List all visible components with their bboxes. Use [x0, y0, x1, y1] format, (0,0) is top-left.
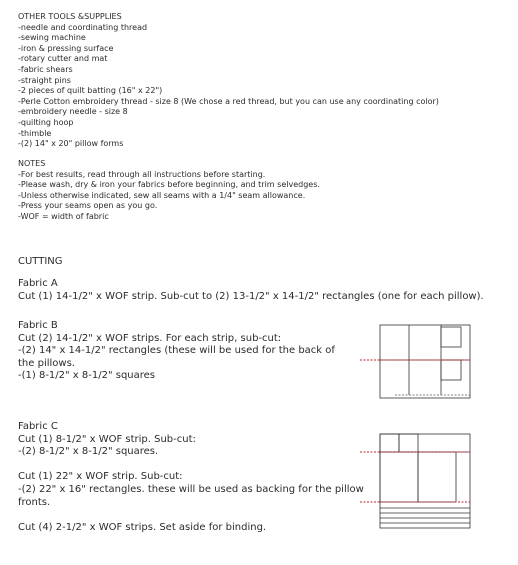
fabric-a-title: Fabric A [18, 278, 58, 289]
fabric-c-line: -(2) 22" x 16" rectangles. these will be used as backing for the pillow [18, 483, 364, 495]
notes-item: -Press your seams open as you go. [18, 201, 158, 211]
backing-rectangle [418, 452, 456, 502]
small-square [380, 434, 399, 452]
fabric-c-line: Cut (1) 8-1/2" x WOF strip. Sub-cut: [18, 433, 196, 445]
notes-item: -Please wash, dry & iron your fabrics before beginning, and trim selvedges. [18, 180, 320, 190]
fabric-b-line: -(2) 14" x 14-1/2" rectangles (these will be used for the back of [18, 345, 335, 357]
cutting-heading: CUTTING [18, 256, 63, 267]
fabric-b-section [18, 320, 335, 383]
fabric-a-section [18, 278, 484, 303]
small-square [441, 327, 461, 347]
notes-item: -WOF = width of fabric [18, 211, 109, 221]
fabric-c-strip-outline [380, 434, 470, 528]
fabric-b-line: -(1) 8-1/2" x 8-1/2" squares [18, 370, 156, 382]
tools-item: -(2) 14" x 20" pillow forms [18, 139, 124, 149]
tools-item: -fabric shears [18, 64, 73, 74]
fabric-b-strip-outline [380, 325, 470, 398]
tools-item: -2 pieces of quilt batting (16" x 22") [18, 86, 163, 96]
tools-item: -quilting hoop [18, 117, 74, 127]
tools-item: -needle and coordinating thread [18, 22, 148, 32]
tools-item: -thimble [18, 128, 52, 138]
notes-section [18, 159, 320, 223]
fabric-b-line: the pillows. [18, 357, 75, 369]
fabric-c-line: Cut (4) 2-1/2" x WOF strips. Set aside for binding. [18, 521, 267, 533]
fabric-b-title: Fabric B [18, 320, 58, 331]
tools-item: -Perle Cotton embroidery thread - size 8 (We chose a red thread, but you can use any coordinating color) [18, 96, 439, 106]
fabric-c-line: Cut (1) 22" x WOF strip. Sub-cut: [18, 471, 183, 483]
fabric-b-cutting-diagram [360, 322, 472, 404]
fabric-c-section [18, 421, 364, 534]
notes-item: -For best results, read through all instructions before starting. [18, 169, 266, 179]
tools-section [18, 12, 439, 150]
fabric-c-title: Fabric C [18, 421, 58, 432]
tools-item: -embroidery needle - size 8 [18, 107, 128, 117]
tools-item: -iron & pressing surface [18, 43, 114, 53]
fabric-a-line: Cut (1) 14-1/2" x WOF strip. Sub-cut to (2) 13-1/2" x 14-1/2" rectangles (one for each pillow). [18, 290, 484, 302]
tools-item: -straight pins [18, 75, 71, 85]
notes-item: -Unless otherwise indicated, sew all seams with a 1/4" seam allowance. [18, 190, 306, 200]
fabric-b-line: Cut (2) 14-1/2" x WOF strips. For each strip, sub-cut: [18, 332, 282, 344]
fabric-c-line: fronts. [18, 496, 51, 508]
tools-item: -rotary cutter and mat [18, 54, 108, 64]
small-square [441, 360, 461, 380]
backing-rectangle [380, 452, 418, 502]
tools-item: -sewing machine [18, 33, 86, 43]
fabric-c-line: -(2) 8-1/2" x 8-1/2" squares. [18, 446, 159, 458]
fabric-c-cutting-diagram [360, 433, 472, 531]
small-square [399, 434, 418, 452]
notes-heading: NOTES [18, 159, 46, 168]
tools-heading: OTHER TOOLS &SUPPLIES [18, 12, 122, 21]
